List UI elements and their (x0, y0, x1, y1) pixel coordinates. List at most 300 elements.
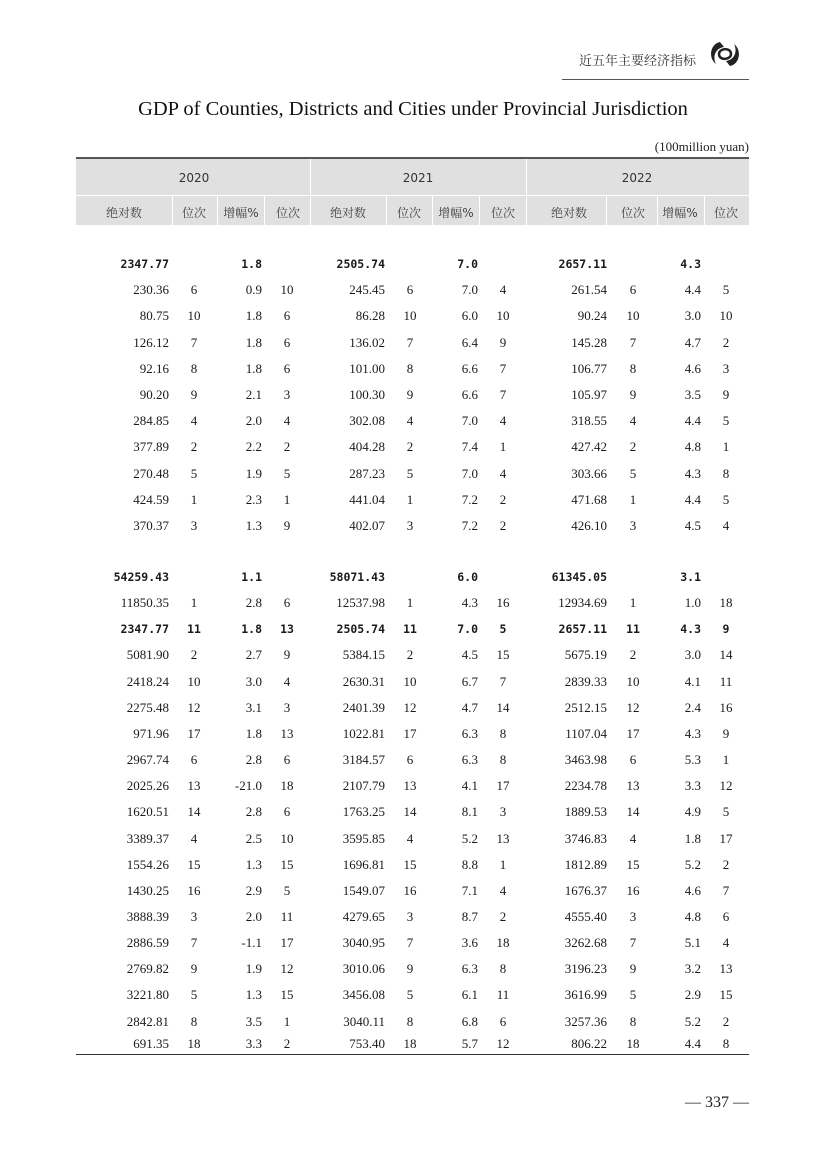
table-cell: 6 (283, 752, 291, 767)
table-cell: 18 (187, 1036, 201, 1051)
table-cell: 86.28 (355, 308, 385, 323)
table-cell: 8 (629, 1014, 637, 1029)
table-cell: 7.0 (457, 257, 478, 271)
table-cell: 3616.99 (564, 987, 607, 1002)
table-cell: 12537.98 (336, 595, 385, 610)
table-cell: 1430.25 (126, 883, 169, 898)
table-cell: 6 (722, 909, 730, 924)
table-cell: 5 (722, 282, 730, 297)
table-cell: 15 (280, 987, 294, 1002)
table-cell: 1696.81 (342, 857, 385, 872)
table-cell: 92.16 (139, 361, 169, 376)
table-cell: 7.0 (457, 622, 478, 636)
table-cell: 17 (280, 935, 294, 950)
table-cell: 1620.51 (126, 804, 169, 819)
table-cell: 5.7 (461, 1036, 478, 1051)
table-cell: 1 (629, 492, 637, 507)
table-cell: 2657.11 (558, 622, 607, 636)
table-cell: 2.9 (245, 883, 262, 898)
table-cell: 6.3 (461, 726, 478, 741)
table-cell: 7 (629, 335, 637, 350)
table-cell: 4 (190, 413, 198, 428)
table-cell: 7.1 (461, 883, 478, 898)
table-cell: 284.85 (133, 413, 169, 428)
table-row (0, 907, 826, 927)
table-cell: 4.7 (461, 700, 478, 715)
table-cell: 1 (190, 492, 198, 507)
table-cell: 7 (499, 674, 507, 689)
table-cell: 10 (280, 282, 294, 297)
table-cell: 11 (719, 674, 733, 689)
table-cell: 17 (719, 831, 733, 846)
table-cell: 230.36 (133, 282, 169, 297)
table-cell: 6 (283, 595, 291, 610)
table-cell: 6.7 (461, 674, 478, 689)
table-cell: 13 (280, 622, 294, 636)
table-cell: 4.5 (461, 647, 478, 662)
table-cell: 3 (190, 909, 198, 924)
table-cell: 5 (722, 413, 730, 428)
table-cell: 3.0 (245, 674, 262, 689)
table-cell: 2.8 (245, 595, 262, 610)
table-cell: 136.02 (349, 335, 385, 350)
table-cell: 5675.19 (564, 647, 607, 662)
table-cell: 5.3 (684, 752, 701, 767)
table-cell: 2025.26 (126, 778, 169, 793)
table-cell: 5 (283, 883, 291, 898)
table-cell: 6.6 (461, 361, 478, 376)
table-cell: 105.97 (571, 387, 607, 402)
table-cell: 3.6 (461, 935, 478, 950)
table-cell: 4.4 (684, 282, 701, 297)
table-cell: 10 (187, 308, 201, 323)
table-cell: 2 (629, 439, 637, 454)
table-cell: 2 (499, 909, 507, 924)
table-cell: 4 (283, 413, 291, 428)
table-cell: 1.3 (245, 987, 262, 1002)
table-cell: 245.45 (349, 282, 385, 297)
table-cell: 3262.68 (564, 935, 607, 950)
table-cell: 2886.59 (126, 935, 169, 950)
table-row (0, 464, 826, 484)
table-cell: 13 (496, 831, 510, 846)
table-cell: 106.77 (571, 361, 607, 376)
table-cell: 7 (190, 935, 198, 950)
table-cell: 8 (499, 961, 507, 976)
table-cell: 4.9 (684, 804, 701, 819)
table-cell: 101.00 (349, 361, 385, 376)
table-cell: 471.68 (571, 492, 607, 507)
table-cell: 5.2 (684, 857, 701, 872)
table-row (0, 672, 826, 692)
table-cell: 2505.74 (336, 622, 385, 636)
table-cell: 58071.43 (329, 570, 385, 584)
table-cell: 3 (406, 909, 414, 924)
table-cell: 5 (499, 622, 507, 636)
table-cell: 12 (626, 700, 640, 715)
table-cell: 4.3 (680, 257, 701, 271)
table-row (0, 750, 826, 770)
group-total-row (0, 254, 826, 274)
table-row (0, 359, 826, 379)
table-cell: 5 (190, 466, 198, 481)
table-cell: 2.5 (245, 831, 262, 846)
table-cell: 8.1 (461, 804, 478, 819)
table-cell: 2.2 (245, 439, 262, 454)
table-row (0, 490, 826, 510)
table-cell: 2 (629, 647, 637, 662)
table-cell: 2347.77 (120, 622, 169, 636)
table-cell: 6.3 (461, 961, 478, 976)
table-cell: 4.3 (684, 726, 701, 741)
table-cell: 971.96 (133, 726, 169, 741)
table-cell: 16 (187, 883, 201, 898)
table-cell: 4279.65 (342, 909, 385, 924)
table-row (0, 516, 826, 536)
table-cell: 3 (283, 387, 291, 402)
table-cell: 5 (629, 466, 637, 481)
table-cell: 15 (280, 857, 294, 872)
table-cell: 806.22 (571, 1036, 607, 1051)
table-cell: 2842.81 (126, 1014, 169, 1029)
table-cell: 3595.85 (342, 831, 385, 846)
table-cell: 5384.15 (342, 647, 385, 662)
table-cell: 2630.31 (342, 674, 385, 689)
table-cell: 6 (629, 752, 637, 767)
table-row (0, 280, 826, 300)
table-cell: 2769.82 (126, 961, 169, 976)
table-cell: 4 (190, 831, 198, 846)
table-cell: 8.8 (461, 857, 478, 872)
table-cell: 7 (629, 935, 637, 950)
table-cell: 3.5 (245, 1014, 262, 1029)
table-cell: 16 (403, 883, 417, 898)
unit-label: (100million yuan) (654, 139, 749, 154)
table-row (0, 881, 826, 901)
table-cell: 6.3 (461, 752, 478, 767)
table-cell: 1.9 (245, 961, 262, 976)
table-row (0, 385, 826, 405)
table-cell: 6.0 (461, 308, 478, 323)
table-cell: 5 (283, 466, 291, 481)
table-cell: 1 (406, 492, 414, 507)
table-cell: 9 (283, 518, 291, 533)
table-cell: 1 (283, 1014, 291, 1029)
table-cell: 4.4 (684, 492, 701, 507)
table-cell: 3 (629, 518, 637, 533)
subheader-2020-0: 绝对数 (105, 206, 143, 220)
table-cell: 7 (499, 387, 507, 402)
table-cell: 3888.39 (126, 909, 169, 924)
table-cell: 100.30 (349, 387, 385, 402)
table-bottom-rule (76, 1054, 749, 1055)
table-cell: 7.0 (461, 282, 478, 297)
table-cell: 3746.83 (564, 831, 607, 846)
table-cell: 13 (719, 961, 733, 976)
table-cell: 4 (499, 466, 507, 481)
table-row (0, 1012, 826, 1032)
table-cell: 4.5 (684, 518, 701, 533)
table-cell: 90.20 (139, 387, 169, 402)
table-cell: 753.40 (349, 1036, 385, 1051)
subheader-2020-1: 位次 (181, 206, 207, 220)
table-cell: 424.59 (133, 492, 169, 507)
table-row (0, 645, 826, 665)
table-cell: 4 (499, 282, 507, 297)
table-cell: 5 (629, 987, 637, 1002)
table-cell: 1889.53 (564, 804, 607, 819)
subheader-2022-3: 位次 (713, 206, 739, 220)
table-cell: 15 (187, 857, 201, 872)
table-cell: 1 (629, 595, 637, 610)
table-cell: 2 (499, 492, 507, 507)
subheader-2022-0: 绝对数 (550, 206, 588, 220)
table-cell: 9 (722, 622, 730, 636)
table-cell: 7.0 (461, 466, 478, 481)
table-cell: 377.89 (133, 439, 169, 454)
table-cell: 11 (280, 909, 294, 924)
table-cell: 7 (190, 335, 198, 350)
table-cell: 7 (722, 883, 730, 898)
table-cell: 6.0 (457, 570, 478, 584)
page-number: — 337 — (685, 1094, 749, 1111)
table-cell: 15 (403, 857, 417, 872)
table-cell: 5.1 (684, 935, 701, 950)
table-cell: 9 (629, 387, 637, 402)
table-cell: 2 (283, 1036, 291, 1051)
group-total-row (0, 567, 826, 587)
table-cell: 9 (190, 387, 198, 402)
table-cell: 4 (499, 883, 507, 898)
table-cell: 8 (406, 361, 414, 376)
table-cell: 11 (403, 622, 417, 636)
table-cell: 2.0 (245, 413, 262, 428)
table-cell: 6 (283, 804, 291, 819)
table-cell: 126.12 (133, 335, 169, 350)
year-label-2021: 2021 (402, 171, 434, 185)
table-cell: 2.8 (245, 804, 262, 819)
table-cell: 1.3 (245, 518, 262, 533)
table-cell: 18 (496, 935, 510, 950)
table-cell: 6 (406, 752, 414, 767)
table-row (0, 437, 826, 457)
table-cell: 10 (626, 308, 640, 323)
table-cell: 6.4 (461, 335, 478, 350)
table-cell: 2 (722, 335, 730, 350)
table-cell: 10 (187, 674, 201, 689)
table-cell: 7 (499, 361, 507, 376)
table-cell: 3 (629, 909, 637, 924)
table-row (0, 933, 826, 953)
table-cell: 5.2 (684, 1014, 701, 1029)
table-cell: 2839.33 (564, 674, 607, 689)
table-cell: 90.24 (577, 308, 607, 323)
table-cell: 2.8 (245, 752, 262, 767)
table-cell: 6 (190, 752, 198, 767)
table-cell: 4.4 (684, 1036, 701, 1051)
table-cell: 9 (406, 387, 414, 402)
table-cell: 4 (406, 831, 414, 846)
table-cell: 2.1 (245, 387, 262, 402)
table-cell: 4 (629, 831, 637, 846)
table-cell: 11850.35 (120, 595, 169, 610)
table-cell: 6 (629, 282, 637, 297)
table-cell: 10 (403, 308, 417, 323)
table-cell: 6 (499, 1014, 507, 1029)
table-row (0, 985, 826, 1005)
table-cell: 1.8 (245, 335, 262, 350)
table-cell: 287.23 (349, 466, 385, 481)
table-cell: 4.3 (680, 622, 701, 636)
table-cell: 14 (719, 647, 733, 662)
table-cell: 1.9 (245, 466, 262, 481)
table-cell: 4 (722, 935, 730, 950)
table-cell: 8 (629, 361, 637, 376)
table-cell: 1 (406, 595, 414, 610)
subheader-2022-1: 位次 (620, 206, 646, 220)
table-cell: 14 (187, 804, 201, 819)
table-cell: 15 (626, 857, 640, 872)
table-cell: 6 (283, 335, 291, 350)
table-cell: 10 (626, 674, 640, 689)
table-cell: 2512.15 (564, 700, 607, 715)
section-title: 近五年主要经济指标 (578, 54, 696, 69)
table-cell: 17 (403, 726, 417, 741)
table-cell: 4.8 (684, 439, 701, 454)
table-cell: 6 (190, 282, 198, 297)
table-cell: 12 (403, 700, 417, 715)
table-cell: 2 (722, 1014, 730, 1029)
subheader-2020-3: 位次 (275, 206, 301, 220)
table-cell: 14 (403, 804, 417, 819)
table-cell: 7.2 (461, 518, 478, 533)
table-cell: 11 (496, 987, 510, 1002)
table-cell: 11 (626, 622, 640, 636)
table-cell: 8 (722, 466, 730, 481)
table-cell: 8 (499, 752, 507, 767)
table-cell: 2 (722, 857, 730, 872)
table-cell: 4 (629, 413, 637, 428)
table-cell: 5 (722, 492, 730, 507)
table-cell: -1.1 (241, 935, 262, 950)
subheader-2021-3: 位次 (490, 206, 516, 220)
table-cell: 4 (722, 518, 730, 533)
table-cell: 1.3 (245, 857, 262, 872)
table-row (0, 1034, 826, 1054)
table-cell: 13 (403, 778, 417, 793)
table-cell: 1 (499, 439, 507, 454)
table-cell: 18 (626, 1036, 640, 1051)
subheader-2021-2: 增幅% (438, 206, 474, 220)
table-cell: 9 (722, 726, 730, 741)
table-cell: 1549.07 (342, 883, 385, 898)
table-cell: 13 (626, 778, 640, 793)
table-cell: 10 (280, 831, 294, 846)
table-cell: 441.04 (349, 492, 385, 507)
table-cell: 3 (499, 804, 507, 819)
table-cell: 9 (722, 387, 730, 402)
table-cell: 4.3 (461, 595, 478, 610)
table-cell: 18 (719, 595, 733, 610)
table-cell: 1.8 (241, 622, 262, 636)
table-cell: 1812.89 (564, 857, 607, 872)
table-cell: 1.1 (241, 570, 262, 584)
subheader-2022-2: 增幅% (662, 206, 698, 220)
table-cell: 2.7 (245, 647, 262, 662)
table-cell: 5 (406, 466, 414, 481)
table-cell: 13 (187, 778, 201, 793)
table-cell: 1554.26 (126, 857, 169, 872)
subheader-2021-0: 绝对数 (329, 206, 367, 220)
year-label-2022: 2022 (621, 171, 653, 185)
table-cell: 4.8 (684, 909, 701, 924)
table-cell: 11 (187, 622, 201, 636)
table-cell: 12 (719, 778, 733, 793)
table-cell: 370.37 (133, 518, 169, 533)
table-cell: 3.1 (245, 700, 262, 715)
table-cell: 9 (190, 961, 198, 976)
table-cell: 1763.25 (342, 804, 385, 819)
table-cell: 3456.08 (342, 987, 385, 1002)
table-cell: 0.9 (245, 282, 262, 297)
table-cell: 5 (406, 987, 414, 1002)
table-row (0, 333, 826, 353)
table-row (0, 802, 826, 822)
table-cell: 4.1 (684, 674, 701, 689)
table-cell: 16 (719, 700, 733, 715)
table-cell: 426.10 (571, 518, 607, 533)
table-cell: 2 (190, 647, 198, 662)
table-cell: 10 (403, 674, 417, 689)
table-cell: 261.54 (571, 282, 607, 297)
table-cell: 61345.05 (551, 570, 607, 584)
table-cell: 7.4 (461, 439, 478, 454)
table-cell: 302.08 (349, 413, 385, 428)
table-cell: 4555.40 (564, 909, 607, 924)
table-cell: 18 (280, 778, 294, 793)
table-cell: 3.5 (684, 387, 701, 402)
table-row (0, 855, 826, 875)
table-cell: 4 (406, 413, 414, 428)
table-cell: 3.0 (684, 308, 701, 323)
table-cell: 8 (406, 1014, 414, 1029)
table-cell: 7 (406, 335, 414, 350)
table-cell: 9 (629, 961, 637, 976)
table-cell: 3 (190, 518, 198, 533)
table-cell: 3463.98 (564, 752, 607, 767)
table-cell: 2347.77 (120, 257, 169, 271)
table-cell: 1.0 (684, 595, 701, 610)
table-cell: 427.42 (571, 439, 607, 454)
table-cell: 1.8 (684, 831, 701, 846)
table-cell: 54259.43 (113, 570, 169, 584)
table-cell: 3.3 (245, 1036, 262, 1051)
table-cell: 1 (190, 595, 198, 610)
table-cell: 1 (722, 752, 730, 767)
table-cell: 14 (496, 700, 510, 715)
table-cell: 2 (406, 647, 414, 662)
table-cell: 2234.78 (564, 778, 607, 793)
table-cell: 10 (496, 308, 510, 323)
table-cell: 402.07 (349, 518, 385, 533)
table-cell: 2.3 (245, 492, 262, 507)
table-cell: 4 (283, 674, 291, 689)
table-cell: 4.6 (684, 883, 701, 898)
table-cell: 2967.74 (126, 752, 169, 767)
table-cell: 2 (499, 518, 507, 533)
table-cell: 12 (187, 700, 201, 715)
table-cell: 12 (280, 961, 294, 976)
